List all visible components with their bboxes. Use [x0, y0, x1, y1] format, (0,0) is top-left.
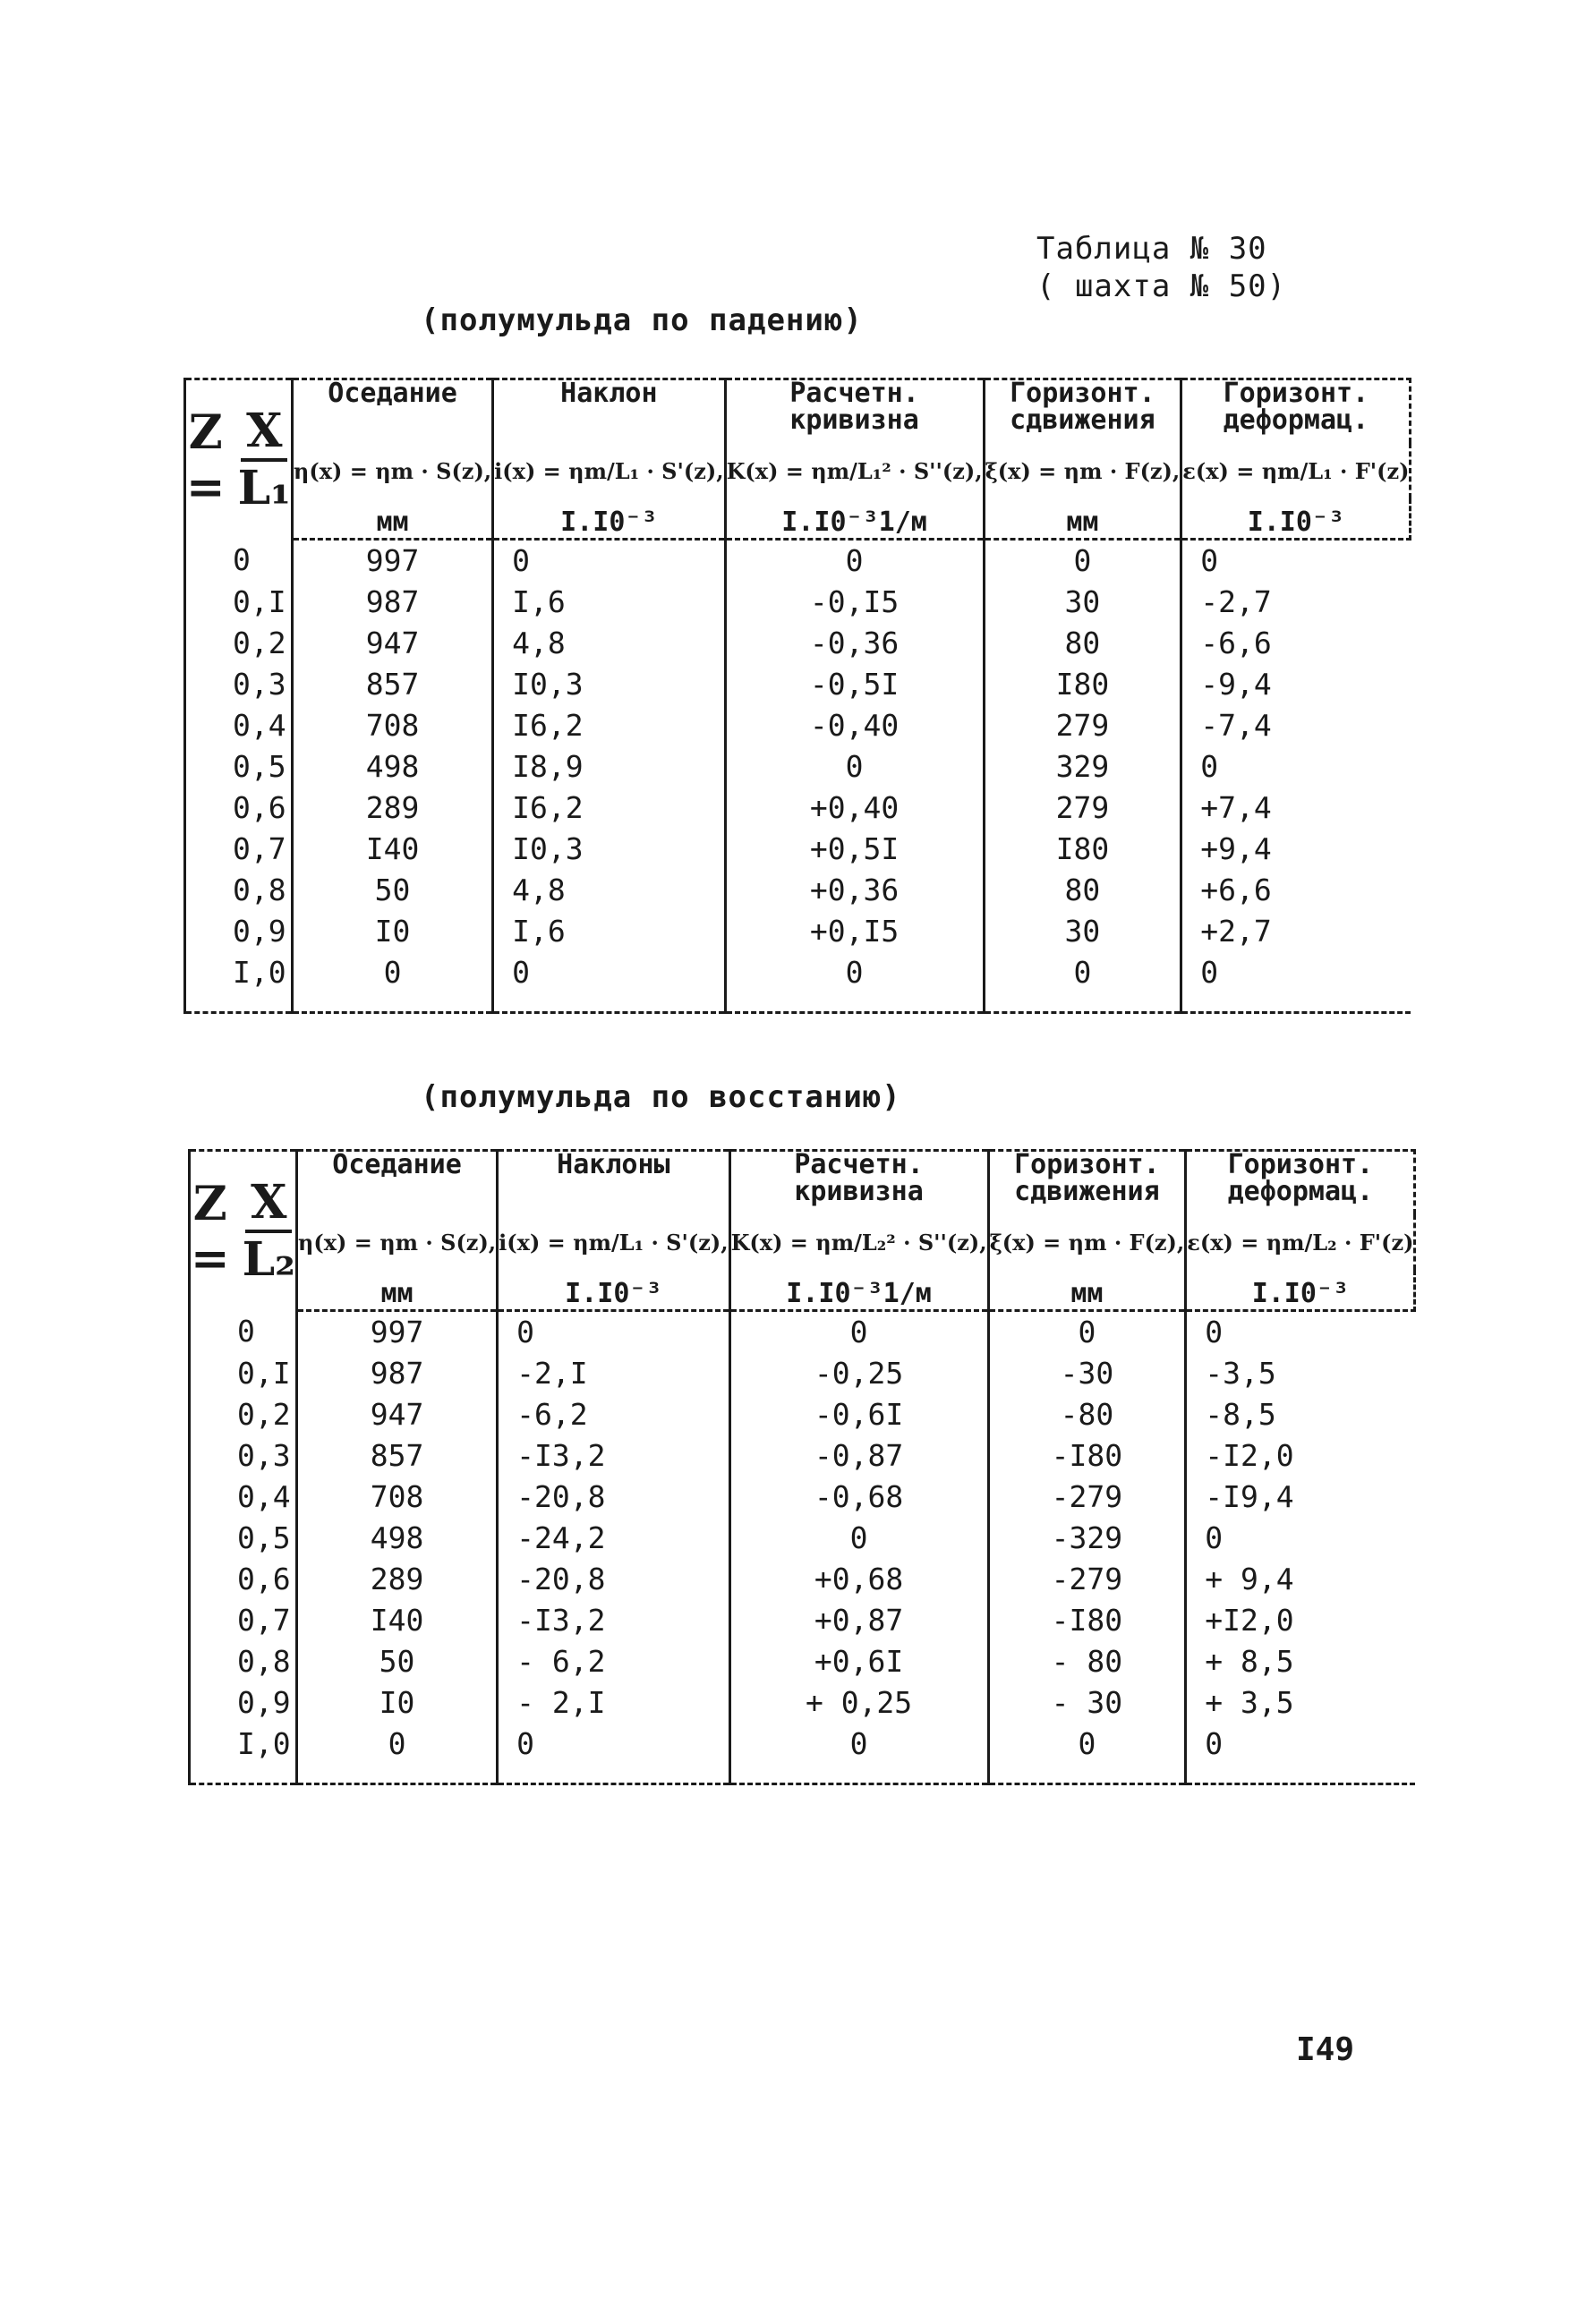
cell-z: 0,I — [185, 582, 293, 623]
cell-z: 0 — [185, 540, 293, 583]
formula-tilt: i(x) = ηm/L₁ · S'(z), — [498, 1214, 729, 1270]
cell-tilt: 4,8 — [493, 623, 725, 664]
table-number: Таблица № 30 — [1036, 231, 1267, 267]
cell-subsidence: 857 — [296, 1435, 497, 1477]
cell-horizontal-deformation: -I9,4 — [1186, 1477, 1415, 1518]
table-row — [190, 1311, 1415, 1354]
z-denominator: L₂ — [242, 1231, 295, 1287]
column-header-horizontal-displacement: Горизонт. сдвижения — [984, 379, 1181, 444]
cell-horizontal-deformation: -9,4 — [1181, 664, 1411, 705]
unit-subsidence: мм — [292, 498, 492, 540]
cell-horizontal-displacement: 30 — [984, 911, 1181, 952]
cell-horizontal-deformation: 0 — [1181, 746, 1411, 787]
cell-horizontal-deformation: 0 — [1186, 1518, 1415, 1559]
cell-subsidence: 50 — [292, 870, 492, 911]
cell-z: 0 — [190, 1311, 297, 1354]
formula-subsidence: η(x) = ηm · S(z), — [296, 1214, 497, 1270]
table-row — [185, 911, 1411, 952]
column-header-subsidence: Оседание — [296, 1151, 497, 1215]
cell-horizontal-displacement: -279 — [988, 1477, 1186, 1518]
table-row — [190, 1353, 1415, 1394]
cell-subsidence: 708 — [292, 705, 492, 746]
formula-horizontal-displacement: ξ(x) = ηm · F(z), — [988, 1214, 1186, 1270]
table1 — [183, 378, 1411, 1014]
table-row — [190, 1600, 1415, 1641]
cell-curvature: +0,87 — [729, 1600, 988, 1641]
cell-curvature: 0 — [729, 1724, 988, 1765]
cell-subsidence: 50 — [296, 1641, 497, 1682]
cell-tilt: I0,3 — [493, 829, 725, 870]
cell-z: 0,3 — [185, 664, 293, 705]
formula-curvature: K(x) = ηm/L₁² · S''(z), — [725, 443, 984, 498]
spacer-cell — [190, 1765, 297, 1784]
page-number: I49 — [1296, 2031, 1355, 2068]
table1-body — [185, 540, 1411, 1013]
table-row — [190, 1477, 1415, 1518]
cell-subsidence: I40 — [296, 1600, 497, 1641]
table-row — [190, 1724, 1415, 1765]
z-fraction — [237, 403, 291, 515]
formula-subsidence: η(x) = ηm · S(z), — [292, 443, 492, 498]
cell-horizontal-deformation: -I2,0 — [1186, 1435, 1415, 1477]
cell-z: 0,5 — [185, 746, 293, 787]
cell-tilt: -6,2 — [498, 1394, 729, 1435]
cell-subsidence: 708 — [296, 1477, 497, 1518]
cell-horizontal-displacement: I80 — [984, 829, 1181, 870]
cell-horizontal-displacement: -30 — [988, 1353, 1186, 1394]
cell-subsidence: 0 — [296, 1724, 497, 1765]
cell-tilt: I,6 — [493, 582, 725, 623]
z-numerator: X — [241, 408, 287, 462]
cell-horizontal-deformation: -8,5 — [1186, 1394, 1415, 1435]
cell-horizontal-displacement: -80 — [988, 1394, 1186, 1435]
cell-tilt: -I3,2 — [498, 1435, 729, 1477]
cell-tilt: I6,2 — [493, 705, 725, 746]
cell-horizontal-deformation: + 9,4 — [1186, 1559, 1415, 1600]
cell-subsidence: 0 — [292, 952, 492, 993]
unit-subsidence: мм — [296, 1270, 497, 1311]
table-row — [190, 1641, 1415, 1682]
unit-horizontal-deformation: I.I0⁻³ — [1186, 1270, 1415, 1311]
cell-curvature: -0,36 — [725, 623, 984, 664]
cell-horizontal-deformation: +7,4 — [1181, 787, 1411, 829]
cell-horizontal-displacement: 279 — [984, 705, 1181, 746]
z-header — [185, 379, 293, 540]
cell-subsidence: 987 — [296, 1353, 497, 1394]
table2-subtitle: (полумульда по восстанию) — [421, 1079, 901, 1115]
spacer-cell — [988, 1765, 1186, 1784]
cell-horizontal-displacement: 0 — [988, 1311, 1186, 1354]
cell-horizontal-deformation: + 8,5 — [1186, 1641, 1415, 1682]
spacer-cell — [984, 993, 1181, 1013]
table-row — [190, 1518, 1415, 1559]
cell-horizontal-deformation: +I2,0 — [1186, 1600, 1415, 1641]
cell-z: I,0 — [190, 1724, 297, 1765]
table-row — [185, 540, 1411, 583]
table-row — [185, 870, 1411, 911]
cell-horizontal-displacement: 329 — [984, 746, 1181, 787]
unit-curvature: I.I0⁻³1/м — [725, 498, 984, 540]
cell-subsidence: 947 — [296, 1394, 497, 1435]
cell-horizontal-deformation: +6,6 — [1181, 870, 1411, 911]
table2 — [188, 1149, 1416, 1785]
cell-curvature: 0 — [729, 1518, 988, 1559]
cell-curvature: -0,87 — [729, 1435, 988, 1477]
cell-horizontal-deformation: +9,4 — [1181, 829, 1411, 870]
cell-z: 0,9 — [185, 911, 293, 952]
column-header-subsidence: Оседание — [292, 379, 492, 444]
shaft-number: ( шахта № 50) — [1036, 268, 1287, 304]
formula-horizontal-deformation: ε(x) = ηm/L₂ · F'(z) — [1186, 1214, 1415, 1270]
cell-tilt: - 2,I — [498, 1682, 729, 1724]
cell-subsidence: 997 — [292, 540, 492, 583]
spacer-cell — [185, 993, 293, 1013]
cell-curvature: +0,6I — [729, 1641, 988, 1682]
unit-tilt: I.I0⁻³ — [498, 1270, 729, 1311]
spacer-cell — [296, 1765, 497, 1784]
cell-horizontal-deformation: 0 — [1181, 540, 1411, 583]
z-fraction — [242, 1174, 295, 1287]
cell-horizontal-displacement: -I80 — [988, 1435, 1186, 1477]
cell-curvature: +0,36 — [725, 870, 984, 911]
cell-z: 0,8 — [190, 1641, 297, 1682]
spacer-cell — [292, 993, 492, 1013]
cell-tilt: 0 — [493, 952, 725, 993]
cell-horizontal-deformation: -7,4 — [1181, 705, 1411, 746]
table-caption — [1036, 231, 1286, 304]
formula-tilt: i(x) = ηm/L₁ · S'(z), — [493, 443, 725, 498]
cell-z: 0,2 — [190, 1394, 297, 1435]
cell-subsidence: 987 — [292, 582, 492, 623]
column-header-curvature: Расчетн. кривизна — [725, 379, 984, 444]
cell-horizontal-displacement: -I80 — [988, 1600, 1186, 1641]
cell-horizontal-deformation: +2,7 — [1181, 911, 1411, 952]
cell-tilt: -24,2 — [498, 1518, 729, 1559]
formula-horizontal-displacement: ξ(x) = ηm · F(z), — [984, 443, 1181, 498]
cell-curvature: -0,68 — [729, 1477, 988, 1518]
cell-horizontal-displacement: I80 — [984, 664, 1181, 705]
table-row — [185, 829, 1411, 870]
cell-horizontal-displacement: - 80 — [988, 1641, 1186, 1682]
cell-curvature: +0,I5 — [725, 911, 984, 952]
z-lhs: Z = — [186, 404, 226, 515]
table-row — [185, 952, 1411, 993]
cell-subsidence: I0 — [296, 1682, 497, 1724]
cell-subsidence: I0 — [292, 911, 492, 952]
cell-horizontal-displacement: 80 — [984, 623, 1181, 664]
cell-subsidence: 289 — [292, 787, 492, 829]
cell-horizontal-displacement: -329 — [988, 1518, 1186, 1559]
table-row — [190, 1394, 1415, 1435]
spacer-cell — [729, 1765, 988, 1784]
cell-tilt: 0 — [493, 540, 725, 583]
cell-subsidence: 289 — [296, 1559, 497, 1600]
cell-horizontal-deformation: 0 — [1186, 1311, 1415, 1354]
table-row — [185, 582, 1411, 623]
cell-curvature: 0 — [725, 540, 984, 583]
spacer-cell — [493, 993, 725, 1013]
cell-horizontal-displacement: -279 — [988, 1559, 1186, 1600]
cell-z: 0,4 — [185, 705, 293, 746]
cell-tilt: - 6,2 — [498, 1641, 729, 1682]
cell-z: 0,3 — [190, 1435, 297, 1477]
cell-subsidence: 947 — [292, 623, 492, 664]
cell-z: I,0 — [185, 952, 293, 993]
column-header-horizontal-deformation: Горизонт. деформац. — [1181, 379, 1411, 444]
table-spacer-row — [190, 1765, 1415, 1784]
unit-horizontal-displacement: мм — [988, 1270, 1186, 1311]
column-header-curvature: Расчетн. кривизна — [729, 1151, 988, 1215]
cell-curvature: +0,40 — [725, 787, 984, 829]
cell-tilt: -20,8 — [498, 1477, 729, 1518]
table2-body — [190, 1311, 1415, 1784]
cell-tilt: 0 — [498, 1311, 729, 1354]
column-header-tilt: Наклон — [493, 379, 725, 444]
cell-curvature: 0 — [725, 746, 984, 787]
cell-tilt: I0,3 — [493, 664, 725, 705]
cell-curvature: +0,68 — [729, 1559, 988, 1600]
unit-curvature: I.I0⁻³1/м — [729, 1270, 988, 1311]
cell-z: 0,7 — [190, 1600, 297, 1641]
cell-tilt: -I3,2 — [498, 1600, 729, 1641]
cell-z: 0,2 — [185, 623, 293, 664]
cell-curvature: + 0,25 — [729, 1682, 988, 1724]
column-header-horizontal-deformation: Горизонт. деформац. — [1186, 1151, 1415, 1215]
cell-horizontal-deformation: + 3,5 — [1186, 1682, 1415, 1724]
z-numerator: X — [245, 1179, 292, 1233]
cell-tilt: 0 — [498, 1724, 729, 1765]
cell-horizontal-displacement: 80 — [984, 870, 1181, 911]
unit-tilt: I.I0⁻³ — [493, 498, 725, 540]
cell-z: 0,9 — [190, 1682, 297, 1724]
spacer-cell — [1181, 993, 1411, 1013]
table-row — [190, 1559, 1415, 1600]
cell-horizontal-displacement: 0 — [984, 540, 1181, 583]
formula-curvature: K(x) = ηm/L₂² · S''(z), — [729, 1214, 988, 1270]
table-row — [185, 746, 1411, 787]
formula-horizontal-deformation: ε(x) = ηm/L₁ · F'(z) — [1181, 443, 1411, 498]
spacer-cell — [1186, 1765, 1415, 1784]
cell-horizontal-displacement: 0 — [984, 952, 1181, 993]
table-row — [190, 1435, 1415, 1477]
column-header-horizontal-displacement: Горизонт. сдвижения — [988, 1151, 1186, 1215]
cell-horizontal-displacement: - 30 — [988, 1682, 1186, 1724]
table-row — [185, 705, 1411, 746]
cell-curvature: 0 — [725, 952, 984, 993]
table-row — [190, 1682, 1415, 1724]
cell-tilt: I8,9 — [493, 746, 725, 787]
cell-horizontal-deformation: -3,5 — [1186, 1353, 1415, 1394]
cell-tilt: -2,I — [498, 1353, 729, 1394]
cell-curvature: -0,25 — [729, 1353, 988, 1394]
cell-horizontal-deformation: -6,6 — [1181, 623, 1411, 664]
cell-curvature: -0,40 — [725, 705, 984, 746]
z-header — [190, 1151, 297, 1311]
cell-tilt: I6,2 — [493, 787, 725, 829]
cell-horizontal-displacement: 30 — [984, 582, 1181, 623]
cell-tilt: I,6 — [493, 911, 725, 952]
cell-horizontal-deformation: 0 — [1186, 1724, 1415, 1765]
cell-subsidence: I40 — [292, 829, 492, 870]
cell-curvature: -0,I5 — [725, 582, 984, 623]
table-spacer-row — [185, 993, 1411, 1013]
unit-horizontal-displacement: мм — [984, 498, 1181, 540]
unit-horizontal-deformation: I.I0⁻³ — [1181, 498, 1411, 540]
cell-curvature: 0 — [729, 1311, 988, 1354]
cell-subsidence: 498 — [292, 746, 492, 787]
table-row — [185, 664, 1411, 705]
column-header-tilt: Наклоны — [498, 1151, 729, 1215]
cell-z: 0,6 — [190, 1559, 297, 1600]
cell-subsidence: 498 — [296, 1518, 497, 1559]
cell-z: 0,6 — [185, 787, 293, 829]
z-lhs: Z = — [191, 1176, 230, 1286]
cell-tilt: -20,8 — [498, 1559, 729, 1600]
cell-subsidence: 857 — [292, 664, 492, 705]
cell-z: 0,5 — [190, 1518, 297, 1559]
cell-curvature: +0,5I — [725, 829, 984, 870]
cell-horizontal-deformation: 0 — [1181, 952, 1411, 993]
cell-horizontal-displacement: 279 — [984, 787, 1181, 829]
cell-z: 0,I — [190, 1353, 297, 1394]
table-row — [185, 623, 1411, 664]
spacer-cell — [725, 993, 984, 1013]
cell-curvature: -0,5I — [725, 664, 984, 705]
cell-z: 0,4 — [190, 1477, 297, 1518]
z-denominator: L₁ — [237, 460, 291, 515]
cell-curvature: -0,6I — [729, 1394, 988, 1435]
table-row — [185, 787, 1411, 829]
cell-horizontal-deformation: -2,7 — [1181, 582, 1411, 623]
cell-horizontal-displacement: 0 — [988, 1724, 1186, 1765]
table1-subtitle: (полумульда по падению) — [421, 302, 863, 338]
cell-subsidence: 997 — [296, 1311, 497, 1354]
cell-z: 0,7 — [185, 829, 293, 870]
cell-z: 0,8 — [185, 870, 293, 911]
cell-tilt: 4,8 — [493, 870, 725, 911]
spacer-cell — [498, 1765, 729, 1784]
